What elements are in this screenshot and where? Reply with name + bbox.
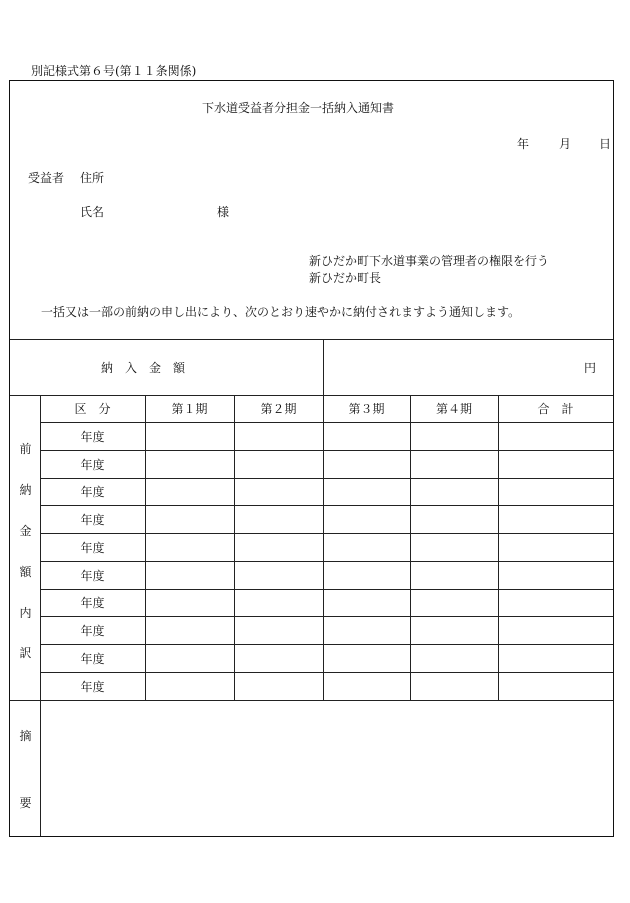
fiscal-year-cell: 年度 (80, 569, 105, 583)
form-reference: 別記様式第６号(第１１条関係) (31, 64, 197, 78)
fiscal-year-cell: 年度 (80, 596, 105, 610)
fiscal-year-cell: 年度 (80, 430, 105, 444)
date-month: 月 (559, 137, 572, 151)
fiscal-year-cell: 年度 (80, 680, 105, 694)
notice-form (9, 80, 614, 837)
fiscal-year-cell: 年度 (80, 624, 105, 638)
remarks-label-char: 摘 (19, 729, 32, 743)
date-year: 年 (517, 137, 530, 151)
breakdown-label-char: 納 (19, 483, 32, 497)
amount-unit: 円 (584, 361, 597, 375)
issuer-line-1: 新ひだか町下水道事業の管理者の権限を行う (309, 254, 550, 268)
address-label: 住所 (80, 171, 105, 185)
breakdown-label-char: 前 (19, 442, 32, 456)
amount-value-field[interactable] (325, 341, 611, 393)
column-header: 区 分 (74, 402, 111, 416)
remarks-field[interactable] (42, 702, 611, 834)
column-header: 第１期 (171, 402, 208, 416)
column-header: 第３期 (348, 402, 385, 416)
name-label: 氏名 (80, 205, 105, 219)
fiscal-year-cell: 年度 (80, 458, 105, 472)
column-header: 第４期 (435, 402, 472, 416)
column-header: 第２期 (260, 402, 297, 416)
fiscal-year-cell: 年度 (80, 513, 105, 527)
breakdown-label-char: 内 (19, 606, 32, 620)
notice-text: 一括又は一部の前納の申し出により、次のとおり速やかに納付されますよう通知します。 (41, 305, 521, 319)
breakdown-label-char: 額 (19, 565, 32, 579)
fiscal-year-cell: 年度 (80, 485, 105, 499)
column-header: 合 計 (537, 402, 574, 416)
issuer-line-2: 新ひだか町長 (309, 271, 382, 285)
fiscal-year-cell: 年度 (80, 541, 105, 555)
form-title: 下水道受益者分担金一括納入通知書 (202, 101, 395, 115)
fiscal-year-cell: 年度 (80, 652, 105, 666)
recipient-label: 受益者 (28, 171, 65, 185)
breakdown-label-char: 訳 (19, 646, 32, 660)
date-day: 日 (599, 137, 612, 151)
honorific: 様 (217, 205, 230, 219)
remarks-label-char: 要 (19, 796, 32, 810)
amount-label: 納 入 金 額 (101, 361, 186, 375)
breakdown-label-char: 金 (19, 524, 32, 538)
